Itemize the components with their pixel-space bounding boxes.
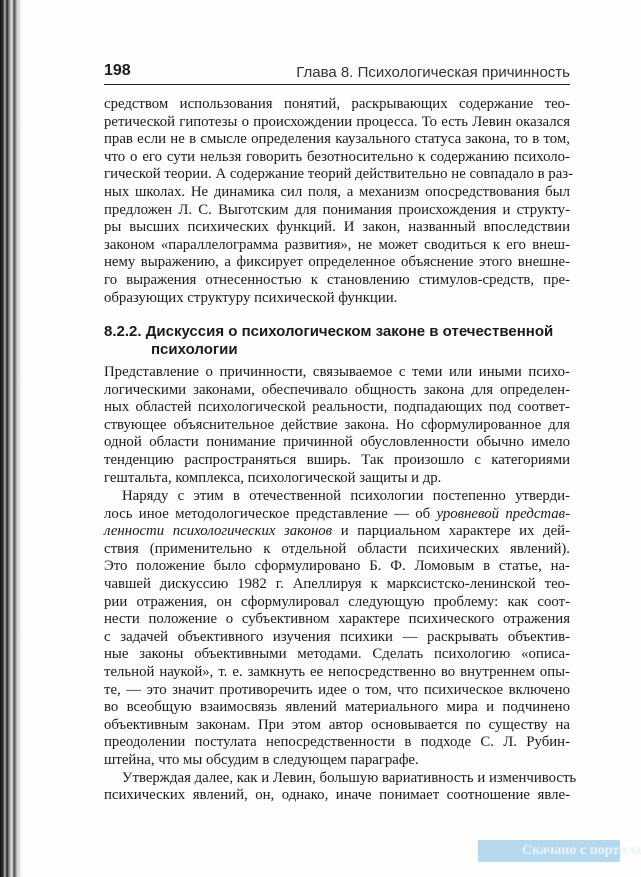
text-run: и парциальном характере их дей- <box>332 523 570 540</box>
text-line: тенденцию распространяться вширь. Так произошло с категориями <box>104 451 570 468</box>
section-heading <box>104 323 570 359</box>
text-line: средством использования понятий, раскрывающих содержание тео- <box>104 96 570 112</box>
text-line: прав если не в смысле определения каузального статуса закона, то в том, <box>104 131 570 148</box>
text-line: Это положение было сформулировано Б. Ф. Ломовым в статье, на- <box>104 558 570 575</box>
section-heading-line: 8.2.2. Дискуссия о психологическом законе в отечественной <box>104 323 554 340</box>
text-line: ствующее объяснительное действие закона. Но сформулированное для <box>104 416 570 433</box>
text-line: ры высших психических функций. И закон, названный впоследствии <box>104 219 570 236</box>
text-line: чавшей дискуссию 1982 г. Апеллируя к марксистско-ленинской тео- <box>104 575 570 592</box>
text-line: логическими законами, обеспечивало общность закона для определен- <box>104 381 570 398</box>
emphasis-text: ленности психологических законов <box>104 523 333 540</box>
text-line: ных школах. Не динамика сил поля, а механизм опосредствования был <box>104 183 570 200</box>
text-line: ные законы объективными методами. Сделать психологию «описа- <box>104 646 570 663</box>
text-line <box>104 523 570 541</box>
text-line: нести положение о субъективном характере психического отражения <box>104 611 570 628</box>
text-run: лось иное методологическое представление — об <box>104 505 437 522</box>
text-line: одной области понимание причинной обусловленности обычно имело <box>104 434 570 451</box>
paragraph-1 <box>104 96 574 307</box>
text-line: объективным законам. При этом автор основывается по существу на <box>104 716 570 733</box>
emphasis-text: уровневой представ- <box>436 505 570 522</box>
text-line: гештальта, комплекса, психологической защиты и др. <box>104 469 442 486</box>
running-title: Глава 8. Психологическая причинность <box>296 64 570 81</box>
text-line: предложен Л. С. Выготским для понимания происхождения и структу- <box>104 201 570 218</box>
text-line: Представление о причинности, связываемое с теми или иными психо- <box>104 364 570 380</box>
paragraph-3 <box>104 488 577 805</box>
text-line: психических явлений, он, однако, иначе понимает соотношение явле- <box>104 787 570 804</box>
text-line: образующих структуру психической функции. <box>104 289 398 306</box>
text-line: гической теории. А содержание теорий действительно не совпадало в раз- <box>104 166 574 183</box>
text-line: ретической гипотезы о происхождении процесса. То есть Левин оказался <box>104 113 570 130</box>
text-line: штейна, что мы обсудим в следующем параграфе. <box>104 751 419 768</box>
download-watermark: Скачано с портала <box>478 840 620 862</box>
section-heading-line: психологии <box>151 341 238 358</box>
text-line: Утверждая далее, как и Левин, большую вариативность и изменчивость <box>122 769 577 786</box>
text-line: преодолении постулата непосредственности в подходе С. Л. Рубин- <box>104 734 570 751</box>
book-binding-edge <box>0 0 22 877</box>
text-line: Наряду с этим в отечественной психологии постепенно утверди- <box>122 488 570 504</box>
text-line: что о его сути нельзя говорить безотносительно к содержанию психоло- <box>104 148 570 165</box>
text-line: законом «параллелограмма развития», не может сводиться к его внеш- <box>104 236 570 253</box>
text-line <box>104 506 570 524</box>
text-line: с задачей объективного изучения психики — раскрывать объектив- <box>104 628 570 645</box>
text-line: ствия (применительно к отдельной области психических явлений). <box>104 540 570 557</box>
paragraph-2 <box>104 364 570 487</box>
text-line: го выражения отнесенностью к становлению стимулов-средств, пре- <box>104 271 570 288</box>
text-line: тельной наукой», т. е. замкнуть ее непосредственно во внутреннем опы- <box>104 663 570 680</box>
text-line: те, — это значит противоречить идее о том, что психическое включено <box>104 681 570 698</box>
text-line: ных областей психологической реальности, подпадающих под соответ- <box>104 399 570 416</box>
text-line: рии отражения, он сформулировал следующую проблему: как соот- <box>104 593 570 610</box>
text-line: во всеобщую взаимосвязь явлений материального мира и подчинено <box>104 699 570 716</box>
page-header <box>104 60 570 85</box>
text-line: нему выражению, а фиксирует определенное объяснение этого внешне- <box>104 254 570 271</box>
page-number: 198 <box>104 62 131 79</box>
